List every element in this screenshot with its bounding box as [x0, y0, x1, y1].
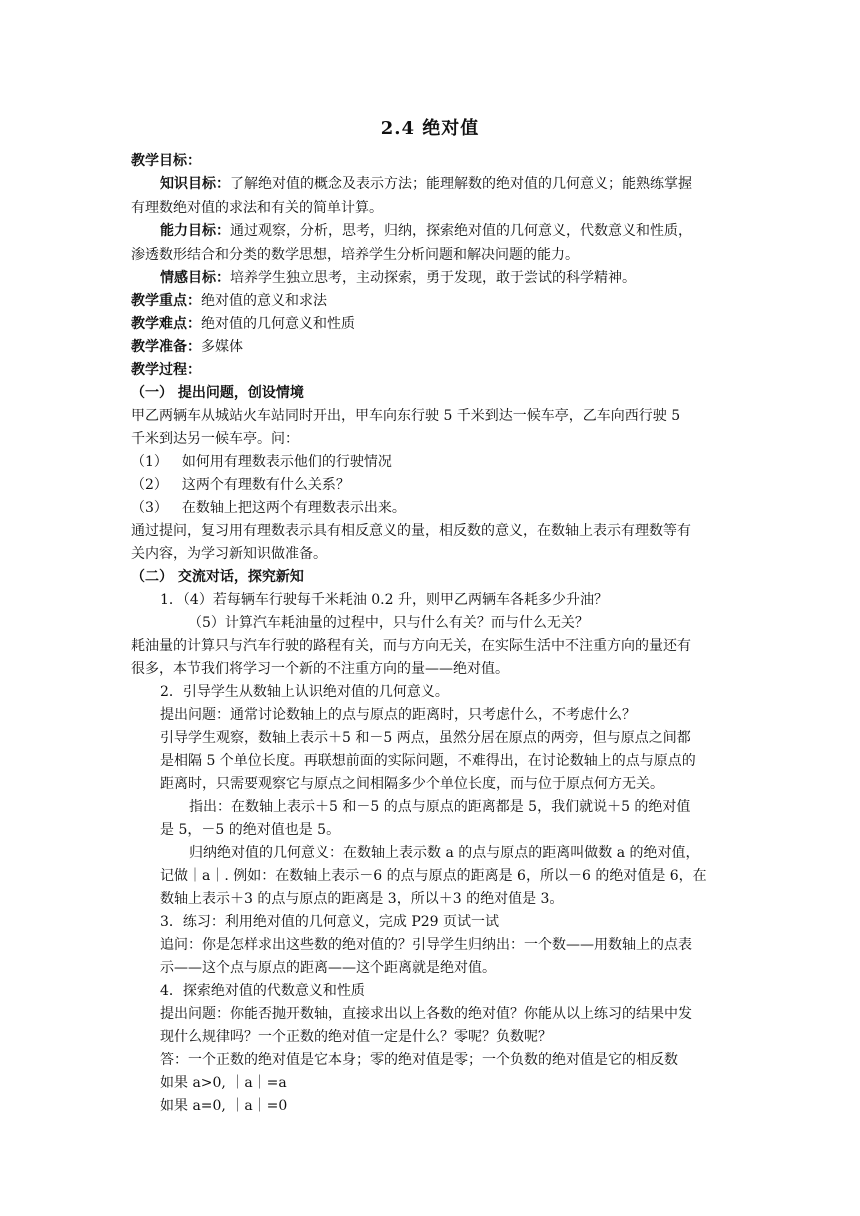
difficult-text: 绝对值的几何意义和性质 — [201, 316, 355, 332]
item-1: 1．（4）若每辆车行驶每千米耗油 0.2 升，则甲乙两辆车各耗多少升油？ — [160, 592, 608, 608]
item-2-para-3: 距离时，只需要观察它与原点之间相隔多少个单位长度，而与位于原点何方无关。 — [160, 776, 664, 792]
item-3: 3．练习：利用绝对值的几何意义，完成 P29 页试一试 — [160, 914, 500, 930]
prep-text: 多媒体 — [201, 339, 243, 355]
item-2-para-4: 指出：在数轴上表示＋5 和－5 的点与原点的距离都是 5，我们就说＋5 的绝对值 — [189, 799, 691, 815]
section-1-para-2: 千米到达另一候车亭。问： — [131, 431, 299, 447]
ability-text-2: 渗透数形结合和分类的数学思想，培养学生分析问题和解决问题的能力。 — [131, 247, 579, 263]
emotion-label: 情感目标： — [160, 270, 230, 286]
knowledge-text-1: 了解绝对值的概念及表示方法；能理解数的绝对值的几何意义；能熟练掌握 — [230, 176, 692, 192]
item-2: 2．引导学生从数轴上认识绝对值的几何意义。 — [160, 684, 449, 700]
key-point — [131, 290, 327, 314]
question-1-text: 如何用有理数表示他们的行驶情况 — [181, 454, 392, 470]
ability-label: 能力目标： — [160, 223, 230, 239]
item-3-para-2: 示——这个点与原点的距离——这个距离就是绝对值。 — [160, 960, 496, 976]
emotion-text: 培养学生独立思考，主动探索，勇于发现，敢于尝试的科学精神。 — [230, 270, 636, 286]
section-1-heading: （一） 提出问题，创设情境 — [131, 385, 304, 401]
knowledge-text-2: 有理数绝对值的求法和有关的简单计算。 — [131, 200, 383, 216]
process-heading: 教学过程： — [131, 362, 201, 378]
question-3-text: 在数轴上把这两个有理数表示出来。 — [181, 500, 406, 516]
section-1-para-3: 通过提问，复习用有理数表示具有相反意义的量，相反数的意义，在数轴上表示有理数等有 — [131, 523, 691, 539]
difficult-point — [131, 313, 355, 337]
item-4-para-2: 现什么规律吗？一个正数的绝对值一定是什么？零呢？负数呢？ — [160, 1029, 552, 1045]
item-4-para-1: 提出问题：你能否抛开数轴，直接求出以上各数的绝对值？你能从以上练习的结果中发 — [160, 1006, 692, 1022]
item-1-para-2: 很多，本节我们将学习一个新的不注重方向的量——绝对值。 — [131, 661, 509, 677]
question-3 — [131, 497, 406, 521]
question-2 — [131, 474, 350, 498]
item-4-answer: 答：一个正数的绝对值是它本身；零的绝对值是零；一个负数的绝对值是它的相反数 — [160, 1052, 678, 1068]
item-2-para-6: 归纳绝对值的几何意义：在数轴上表示数 a 的点与原点的距离叫做数 a 的绝对值， — [189, 845, 700, 861]
question-1-number: （1） — [131, 454, 168, 470]
key-text: 绝对值的意义和求法 — [201, 293, 327, 309]
prep-label: 教学准备： — [131, 339, 201, 355]
item-2-para-8: 数轴上表示＋3 的点与原点的距离是 3，所以＋3 的绝对值是 3。 — [160, 891, 564, 907]
item-4: 4．探索绝对值的代数意义和性质 — [160, 983, 365, 999]
section-2-heading: （二） 交流对话，探究新知 — [131, 569, 304, 585]
item-2-para-7: 记做｜a｜. 例如：在数轴上表示－6 的点与原点的距离是 6，所以－6 的绝对值是 6，在 — [160, 868, 707, 884]
item-1b: （5）计算汽车耗油量的过程中，只与什么有关？而与什么无关？ — [188, 615, 589, 631]
difficult-label: 教学难点： — [131, 316, 201, 332]
item-2-question: 提出问题：通常讨论数轴上的点与原点的距离时，只考虑什么，不考虑什么？ — [160, 707, 636, 723]
ability-text-1: 通过观察，分析，思考，归纳，探索绝对值的几何意义，代数意义和性质， — [230, 223, 692, 239]
knowledge-objective — [160, 173, 692, 197]
knowledge-label: 知识目标： — [160, 176, 230, 192]
section-1-para-4: 关内容，为学习新知识做准备。 — [131, 546, 327, 562]
document-title: 2.4 绝对值 — [380, 118, 480, 139]
key-label: 教学重点： — [131, 293, 201, 309]
emotion-objective — [160, 267, 636, 291]
objectives-heading: 教学目标： — [131, 153, 201, 169]
case-zero: 如果 a=0, ｜a｜=0 — [160, 1098, 288, 1114]
question-2-text: 这两个有理数有什么关系？ — [181, 477, 350, 493]
item-2-para-1: 引导学生观察，数轴上表示＋5 和－5 两点，虽然分居在原点的两旁，但与原点之间都 — [160, 730, 691, 746]
item-1-para-1: 耗油量的计算只与汽车行驶的路程有关，而与方向无关，在实际生活中不注重方向的量还有 — [131, 638, 691, 654]
question-1 — [131, 451, 392, 475]
item-2-para-5: 是 5，－5 的绝对值也是 5。 — [160, 822, 341, 838]
item-2-para-2: 是相隔 5 个单位长度。再联想前面的实际问题，不难得出，在讨论数轴上的点与原点的 — [160, 753, 696, 769]
section-1-para-1: 甲乙两辆车从城站火车站同时开出，甲车向东行驶 5 千米到达一候车亭，乙车向西行驶 5 — [131, 408, 681, 424]
question-3-number: （3） — [131, 500, 168, 516]
question-2-number: （2） — [131, 477, 168, 493]
item-3-para-1: 追问：你是怎样求出这些数的绝对值的？引导学生归纳出：一个数——用数轴上的点表 — [160, 937, 692, 953]
preparation — [131, 336, 243, 360]
ability-objective — [160, 220, 692, 244]
case-positive: 如果 a>0, ｜a｜=a — [160, 1075, 287, 1091]
